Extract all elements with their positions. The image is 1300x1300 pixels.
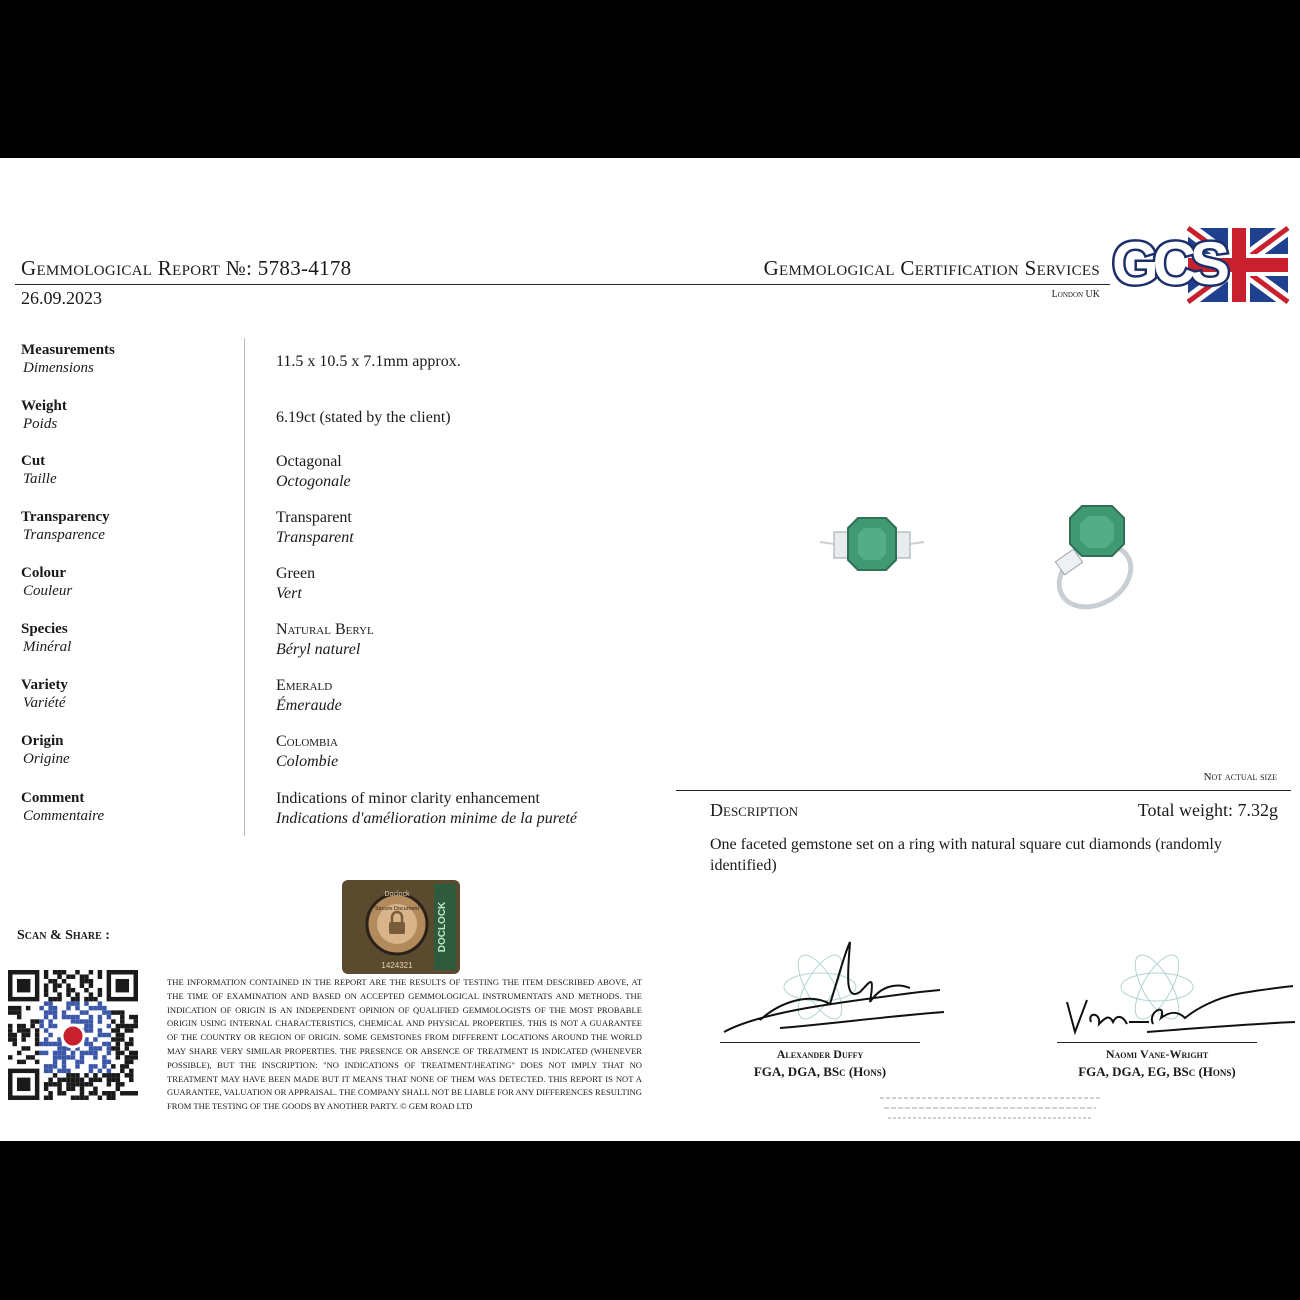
ring-photos: [820, 498, 1160, 618]
property-label-fr: Variété: [23, 695, 66, 711]
property-value-fr: Indications d'amélioration minime de la pureté: [276, 810, 578, 827]
property-label: [21, 677, 241, 712]
property-value: [276, 453, 666, 491]
property-label-en: Comment: [21, 790, 85, 806]
property-label-en: Variety: [21, 677, 68, 693]
property-value-en: Green: [276, 565, 316, 582]
property-label-fr: Commentaire: [23, 808, 105, 824]
description-title: Description: [710, 800, 799, 820]
property-value: [276, 790, 666, 828]
property-label-en: Measurements: [21, 342, 115, 358]
property-value-fr: Transparent: [276, 529, 354, 546]
qr-code[interactable]: [8, 970, 138, 1102]
report-date: 26.09.2023: [21, 288, 102, 308]
property-value: [276, 509, 666, 547]
property-value-fr: Émeraude: [276, 697, 342, 714]
property-label-en: Species: [21, 621, 68, 637]
property-value-fr: Colombie: [276, 753, 339, 770]
property-label: [21, 453, 241, 488]
property-label-en: Origin: [21, 733, 64, 749]
property-label-fr: Minéral: [23, 639, 72, 655]
security-seal: [342, 880, 460, 974]
property-value-fr: Béryl naturel: [276, 641, 361, 658]
signatory-quals-2: FGA, DGA, EG, BSc (Hons): [1078, 1064, 1236, 1079]
description-text: One faceted gemstone set on a ring with natural square cut diamonds (randomly identified): [710, 836, 1222, 874]
property-label: [21, 509, 241, 544]
property-value-en: Emerald: [276, 677, 333, 694]
property-label: [21, 790, 241, 825]
signatory-name-2: Naomi Vane-Wright: [1105, 1047, 1209, 1061]
property-value: [276, 677, 666, 715]
security-microtext: [870, 1094, 1110, 1124]
property-label-fr: Poids: [23, 416, 58, 432]
property-value-en: Colombia: [276, 733, 339, 750]
property-label-en: Weight: [21, 398, 67, 414]
property-label: [21, 565, 241, 600]
property-label: [21, 342, 241, 377]
svg-text:1424321: 1424321: [381, 961, 413, 970]
disclaimer-text: THE INFORMATION CONTAINED IN THE REPORT ARE THE RESULTS OF TESTING THE ITEM DESCRIBED ABOVE, AT THE TIME OF EXAMINATION AND BASED ON ACCEPTED GEMMOLOGICAL INSTRUMENTATS AND METHODS. THE INDICATION OF ORIGIN IS AN INDEPENDENT OPINION OF QUALIFIED GEMMOLOGISTS OF THE MOST PROBABLE ORIGIN USING INTERNAL CHARACTERISTICS, CHEMICAL AND PHYSICAL PROPERTIES. THIS IS NOT A GUARANTEE OF THE COUNTRY OR REGION OF ORIGIN. SOME GEMSTONES FROM DIFFERENT LOCATIONS AROUND THE WORLD MAY SHARE VERY SIMILAR PROPERTIES. THE PRESENCE OR ABSENCE OF TREATMENT IS INDICATED (WHENEVER POSSIBLE), BUT THE INSCRIPTION: "NO INDICATIONS OF TREATMENT/HEATING" DOES NOT IMPLY THAT NO TREATMENT MAY HAVE BEEN MADE BUT IT MEANS THAT NONE OF THEM WAS DETECTED. THIS REPORT IS NOT A GUARANTEE, VALUATION OR APPRAISAL. THE COMPANY SHALL NOT BE LIABLE FOR ANY DIFFERENCES RESULTING FROM THE TESTING OF THE GOODS BY ANOTHER PARTY. © GEM ROAD LTD: [167, 977, 642, 1112]
scan-share-label: Scan & Share :: [17, 928, 110, 943]
report-page: [0, 158, 1300, 1141]
property-value-en: 6.19ct (stated by the client): [276, 409, 451, 426]
property-value-en: Indications of minor clarity enhancement: [276, 790, 540, 807]
svg-text:DOCLOCK: DOCLOCK: [437, 901, 448, 953]
company-location: London UK: [1051, 289, 1100, 300]
property-label-en: Transparency: [21, 509, 110, 525]
property-value: [276, 621, 666, 659]
signature-line-1: [720, 1042, 920, 1043]
property-label-fr: Transparence: [23, 527, 105, 543]
property-label-fr: Dimensions: [23, 360, 94, 376]
gcs-logo: [1110, 226, 1290, 306]
not-actual-size-note: Not actual size: [1203, 771, 1277, 783]
ring-angled-view: [1048, 506, 1142, 618]
property-label-en: Colour: [21, 565, 66, 581]
signature-line-2: [1057, 1042, 1257, 1043]
signature-block-1: [720, 1042, 920, 1080]
header-rule: [15, 284, 1110, 285]
property-label-fr: Couleur: [23, 583, 73, 599]
signature-vane-wright: [1057, 932, 1297, 1042]
property-label-fr: Taille: [23, 471, 57, 487]
svg-text:GCS: GCS: [1112, 230, 1225, 297]
svg-text:Doclock: Doclock: [384, 891, 410, 898]
signatory-quals-1: FGA, DGA, BSc (Hons): [753, 1064, 887, 1079]
signature-duffy: [720, 932, 950, 1042]
property-label-en: Cut: [21, 453, 46, 469]
property-value: [276, 733, 666, 771]
lock-icon: [389, 922, 405, 934]
company-name: Gemmological Certification Services: [763, 256, 1100, 280]
signatory-name-1: Alexander Duffy: [776, 1047, 864, 1061]
property-value-en: Natural Beryl: [276, 621, 374, 638]
property-value-fr: Octogonale: [276, 473, 351, 490]
total-weight: Total weight: 7.32g: [1137, 800, 1278, 820]
ring-front-view: [820, 518, 924, 570]
property-value-fr: Vert: [276, 585, 302, 602]
report-title: Gemmological Report №: 5783-4178: [21, 256, 352, 280]
property-label: [21, 398, 241, 433]
property-value-en: Transparent: [276, 509, 352, 526]
description-rule: [676, 790, 1291, 791]
property-value: [276, 409, 666, 427]
property-label: [21, 621, 241, 656]
property-value: [276, 353, 666, 371]
property-value-en: Octagonal: [276, 453, 342, 470]
property-label: [21, 733, 241, 768]
signature-block-2: [1057, 1042, 1257, 1080]
property-label-fr: Origine: [23, 751, 70, 767]
svg-text:Secure Document: Secure Document: [374, 906, 420, 912]
property-value-en: 11.5 x 10.5 x 7.1mm approx.: [276, 353, 461, 370]
table-divider: [244, 338, 245, 836]
property-value: [276, 565, 666, 603]
